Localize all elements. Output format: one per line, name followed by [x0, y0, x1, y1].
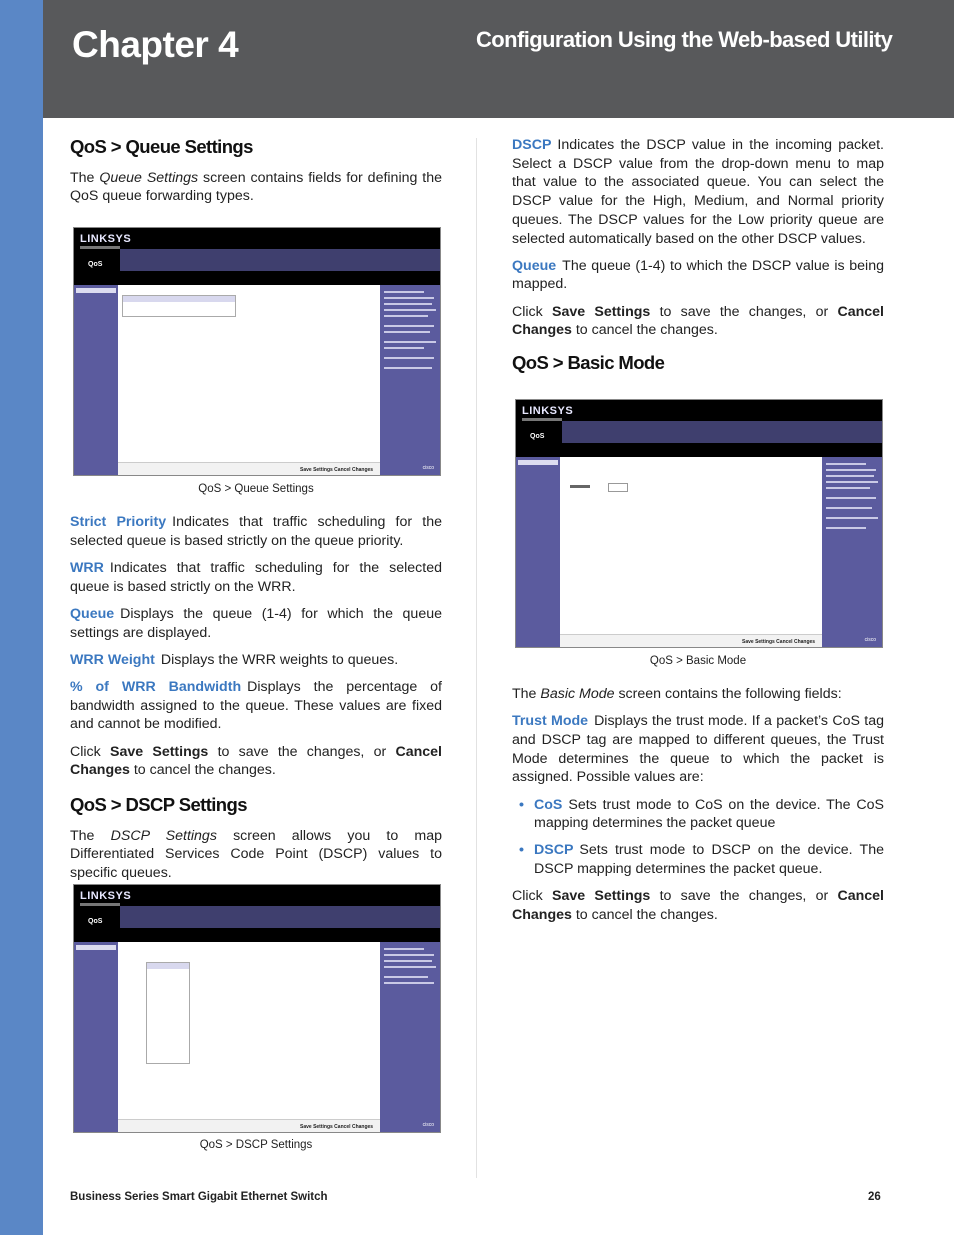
left-column	[70, 138, 442, 215]
trust-mode-options	[512, 796, 884, 879]
column-divider	[476, 138, 477, 1178]
option-dscp: • DSCP Sets trust mode to DSCP on the device. The DSCP mapping determines the packet queue.	[519, 842, 884, 878]
save-cancel-buttons: Save Settings Cancel Changes	[300, 1124, 374, 1130]
field-dscp: DSCP Indicates the DSCP value in the incoming packet. Select a DSCP value from the drop-down menu to map that value to the associated queue. You can select the DSCP value for the High, Medium, and Normal priority queues. The DSCP values for the Low priority queue are selected automatically based on the other DSCP values.	[512, 137, 884, 247]
page-number: 26	[868, 1191, 881, 1203]
caption-queue-settings: QoS > Queue Settings	[198, 483, 314, 495]
field-trust-mode: Trust Mode Displays the trust mode. If a packet’s CoS tag and DSCP tag are mapped to different queues, the Trust Mode determines the queue to which the packet is assigned. Possible values are:	[512, 713, 884, 786]
queue-fields	[70, 513, 442, 891]
queue-settings-intro: The Queue Settings screen contains fields for defining the QoS queue forwarding types.	[70, 169, 442, 205]
footer-product-name: Business Series Smart Gigabit Ethernet Switch	[70, 1191, 328, 1203]
qos-label: QoS	[530, 433, 545, 440]
section-heading-basic-mode: QoS > Basic Mode	[512, 352, 665, 374]
caption-dscp-settings: QoS > DSCP Settings	[199, 1139, 313, 1151]
basic-mode-save-note: Click Save Settings to save the changes, or Cancel Changes to cancel the changes.	[512, 888, 884, 924]
cisco-logo: cisco	[864, 637, 876, 643]
linksys-logo: LINKSYS	[80, 890, 132, 902]
basic-mode-text	[512, 685, 884, 933]
linksys-logo: LINKSYS	[522, 405, 574, 417]
field-dscp-queue: Queue The queue (1-4) to which the DSCP value is being mapped.	[512, 257, 884, 293]
option-cos: • CoS Sets trust mode to CoS on the device. The CoS mapping determines the packet queue	[519, 796, 884, 832]
save-cancel-buttons: Save Settings Cancel Changes	[742, 639, 816, 645]
qos-label: QoS	[88, 261, 103, 268]
screenshot-dscp-settings	[73, 884, 441, 1133]
field-strict-priority: Strict Priority Indicates that traffic scheduling for the selected queue is based strictly on the queue priority.	[70, 514, 442, 549]
dscp-save-note: Click Save Settings to save the changes, or Cancel Changes to cancel the changes.	[512, 303, 884, 339]
section-heading-dscp-settings: QoS > DSCP Settings	[70, 793, 247, 815]
section-heading-queue-settings: QoS > Queue Settings	[70, 136, 253, 157]
qos-label: QoS	[88, 918, 103, 925]
field-queue: Queue Displays the queue (1-4) for which the queue settings are displayed.	[70, 605, 442, 641]
queue-save-note: Click Save Settings to save the changes, or Cancel Changes to cancel the changes.	[70, 743, 442, 779]
left-color-band	[0, 0, 43, 1235]
screenshot-queue-settings	[73, 227, 441, 476]
field-wrr-weight: WRR Weight Displays the WRR weights to queues.	[70, 651, 399, 668]
field-wrr: WRR Indicates that traffic scheduling for the selected queue is based strictly on the WRR.	[70, 559, 442, 595]
linksys-logo: LINKSYS	[80, 233, 132, 245]
dscp-settings-intro: The DSCP Settings screen allows you to map Differentiated Services Code Point (DSCP) values to specific queues.	[70, 827, 442, 882]
right-column	[512, 136, 884, 385]
cisco-logo: cisco	[422, 1122, 434, 1128]
header-title: Configuration Using the Web-based Utility	[476, 27, 893, 52]
field-wrr-bandwidth: % of WRR Bandwidth Displays the percentage of bandwidth assigned to the queue. These values are fixed and cannot be modified.	[70, 678, 442, 733]
chapter-label: Chapter 4	[72, 24, 239, 65]
caption-basic-mode: QoS > Basic Mode	[649, 655, 747, 667]
save-cancel-buttons: Save Settings Cancel Changes	[300, 467, 374, 473]
screenshot-basic-mode	[515, 399, 883, 648]
cisco-logo: cisco	[422, 465, 434, 471]
basic-mode-intro: The Basic Mode screen contains the following fields:	[512, 686, 842, 702]
